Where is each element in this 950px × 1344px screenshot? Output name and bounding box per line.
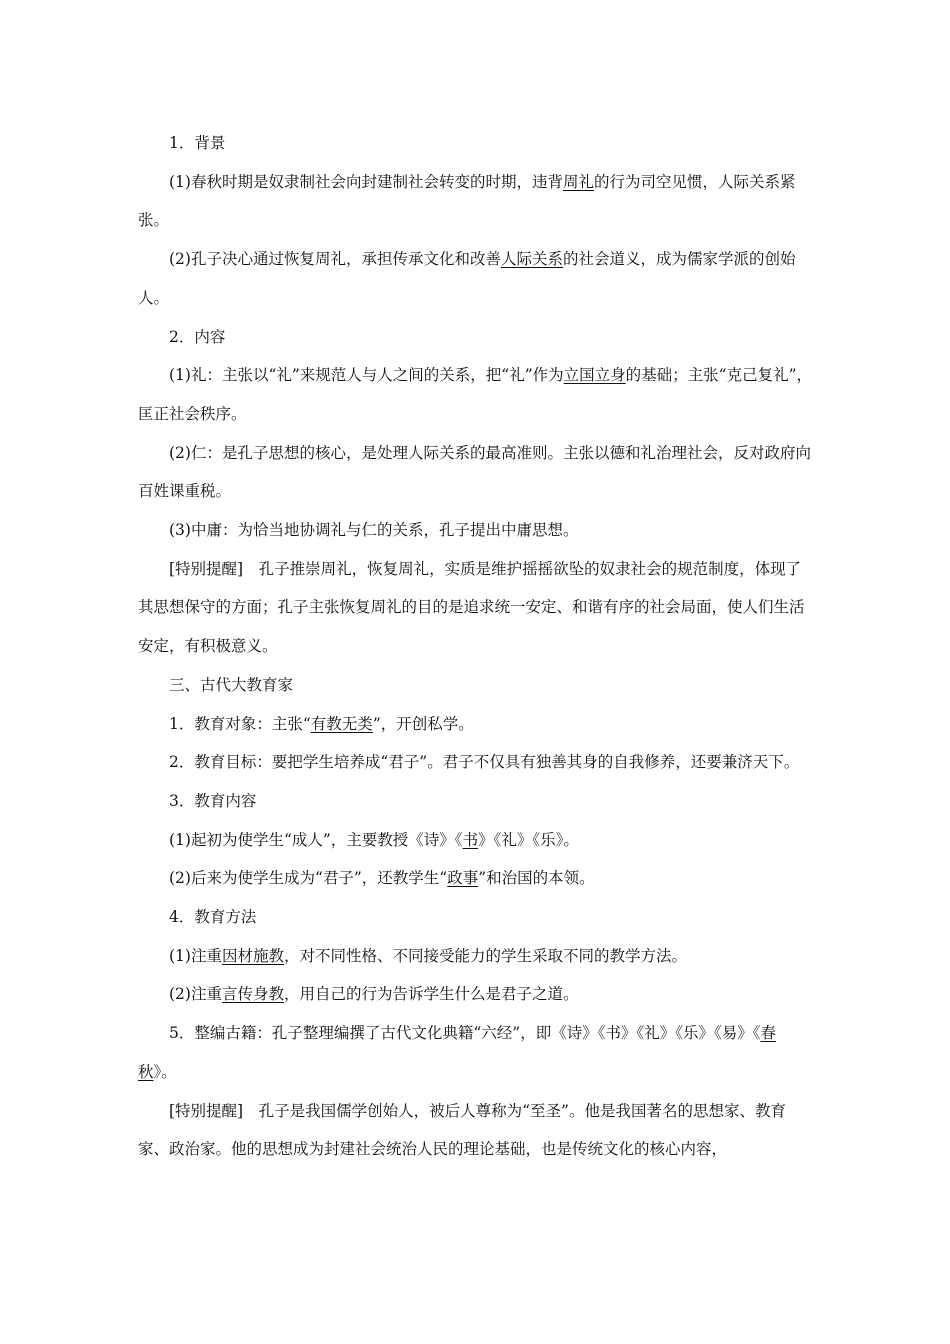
text-segment: (2)孔子决心通过恢复周礼，承担传承文化和改善 — [169, 250, 501, 269]
text-segment: 1．背景 — [169, 134, 226, 152]
text-segment: 》。 — [153, 1062, 177, 1081]
text-segment: ，用自己的行为告诉学生什么是君子之道。 — [283, 985, 579, 1004]
paragraph — [138, 1014, 814, 1091]
text-segment: 》《礼》《乐》。 — [478, 830, 579, 849]
text-segment: (1)礼：主张以“礼”来规范人与人之间的关系，把“礼”作为 — [169, 366, 564, 385]
paragraph — [138, 937, 814, 976]
text-segment: [特别提醒] 孔子推崇周礼，恢复周礼，实质是维护摇摇欲坠的奴隶社会的规范制度，体现了其思想保守的方面；孔子主张恢复周礼的目的是追求统一安定、和谐有序的社会局面，使人们生活安定，有积极意义。 — [138, 559, 805, 656]
paragraph — [138, 859, 814, 898]
text-segment: 4．教育方法 — [169, 908, 257, 927]
paragraph — [138, 511, 814, 550]
underlined-term: 政事 — [447, 869, 479, 888]
text-segment: (1)起初为使学生“成人”，主要教授《诗》《 — [169, 830, 463, 849]
paragraph — [138, 975, 814, 1014]
underlined-term: 因材施教 — [221, 946, 284, 965]
text-segment: 2．内容 — [169, 327, 226, 346]
text-segment: 5．整编古籍：孔子整理编撰了古代文化典籍“六经”，即《诗》《书》《礼》《乐》《易》《 — [169, 1024, 761, 1043]
text-segment: (2)仁：是孔子思想的核心，是处理人际关系的最高准则。主张以德和礼治理社会，反对政府向百姓课重税。 — [138, 443, 811, 501]
text-segment: 3．教育内容 — [169, 791, 257, 810]
underlined-term: 周礼 — [562, 172, 594, 191]
text-segment: (3)中庸：为恰当地协调礼与仁的关系，孔子提出中庸思想。 — [169, 521, 579, 540]
text-segment: 2．教育目标：要把学生培养成“君子”。君子不仅具有独善其身的自我修养，还要兼济天下。 — [169, 753, 800, 772]
paragraph — [138, 743, 814, 782]
underlined-term: 春秋 — [138, 1024, 776, 1081]
paragraph — [138, 666, 814, 705]
text-segment: 1．教育对象：主张“ — [169, 714, 311, 733]
paragraph — [138, 240, 814, 317]
paragraph — [138, 434, 814, 511]
text-segment: [特别提醒] 孔子是我国儒学创始人，被后人尊称为“至圣”。他是我国著名的思想家、教育家、政治家。他的思想成为封建社会统治人民的理论基础，也是传统文化的核心内容， — [138, 1101, 786, 1159]
paragraph — [138, 898, 814, 937]
paragraph — [138, 356, 814, 433]
text-segment: 三、古代大教育家 — [169, 675, 294, 694]
underlined-term: 立国立身 — [563, 366, 626, 385]
document-page — [138, 124, 814, 1169]
text-segment: ”，开创私学。 — [372, 714, 474, 733]
text-segment: 的行为司空见惯，人际关系紧张。 — [138, 172, 796, 230]
paragraph — [138, 782, 814, 821]
paragraph — [138, 1092, 814, 1169]
underlined-term: 书 — [462, 830, 479, 849]
underlined-term: 言传身教 — [221, 985, 284, 1004]
text-segment: 的社会道义，成为儒家学派的创始人。 — [138, 250, 796, 307]
text-segment: (2)后来为使学生成为“君子”，还教学生“ — [169, 869, 448, 888]
paragraph — [138, 705, 814, 744]
text-segment: (1)注重 — [169, 946, 222, 965]
text-segment: 的基础；主张“克己复礼”，匡正社会秩序。 — [138, 366, 813, 423]
underlined-term: 人际关系 — [500, 250, 563, 269]
paragraph — [138, 318, 814, 357]
underlined-term: 有教无类 — [310, 714, 373, 733]
text-segment: ”和治国的本领。 — [478, 869, 595, 888]
paragraph — [138, 821, 814, 860]
paragraph — [138, 550, 814, 666]
paragraph — [138, 163, 814, 240]
text-segment: (2)注重 — [169, 985, 222, 1004]
text-segment: ，对不同性格、不同接受能力的学生采取不同的教学方法。 — [283, 946, 687, 965]
text-segment: (1)春秋时期是奴隶制社会向封建制社会转变的时期，违背 — [169, 172, 563, 191]
paragraph — [138, 124, 814, 163]
